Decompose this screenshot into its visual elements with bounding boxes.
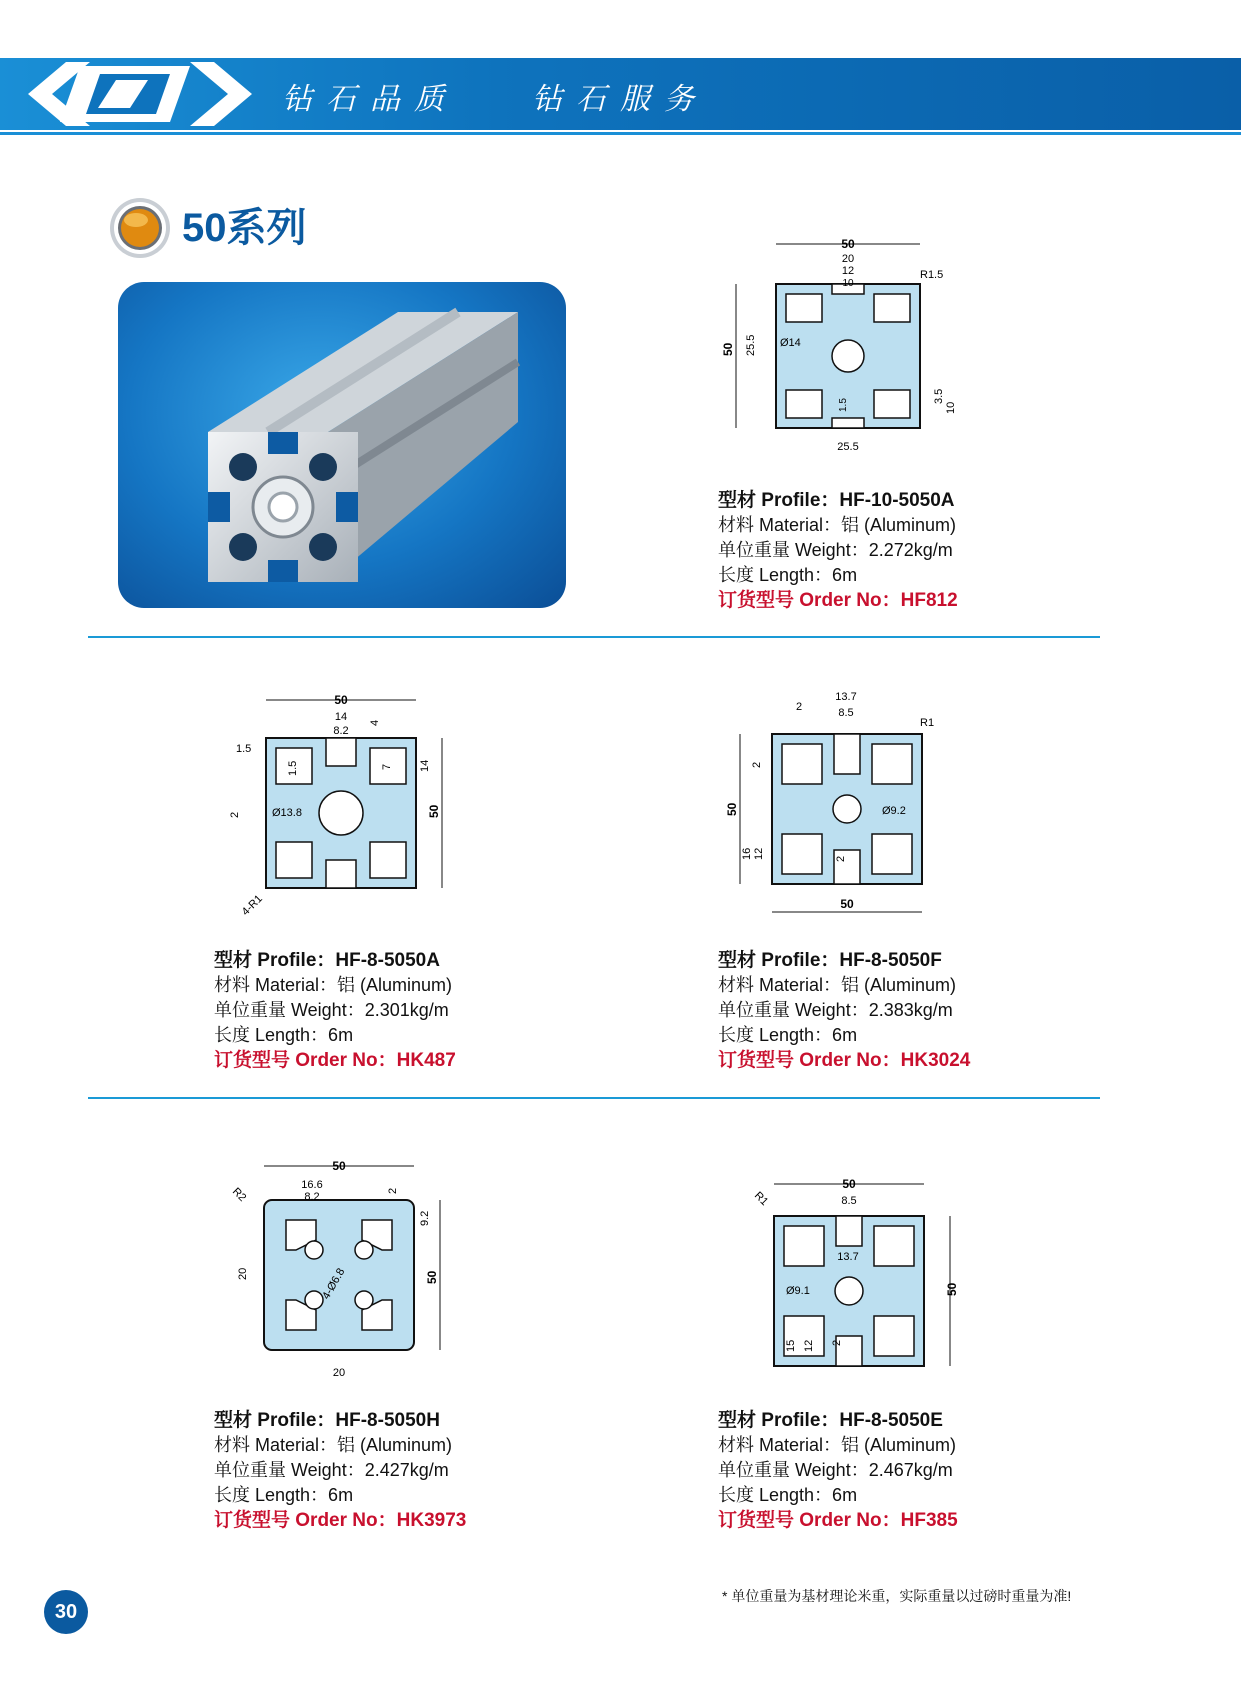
dim-label: 4 xyxy=(369,719,381,726)
dim-label: 3.5 xyxy=(933,388,945,404)
dim-label: 50 xyxy=(840,897,854,911)
section-divider xyxy=(88,636,1100,638)
dim-label: 10 xyxy=(842,278,854,289)
profile-name: 型材 Profile：HF-10-5050A xyxy=(718,490,955,511)
weight-info: 单位重量 Weight：2.272kg/m xyxy=(718,540,953,560)
dim-label: 50 xyxy=(721,342,735,356)
material-info: 材料 Material：铝 (Aluminum) xyxy=(214,975,453,995)
dim-label: R1.5 xyxy=(920,269,944,281)
profile-name: 型材 Profile：HF-8-5050E xyxy=(718,1410,943,1431)
series-title: 50系列 xyxy=(182,206,307,250)
drawing-hf-8-5050e xyxy=(740,1176,980,1386)
dim-label: Ø9.1 xyxy=(786,1285,810,1297)
dim-label: 4-Ø6.8 xyxy=(320,1266,348,1302)
length-info: 长度 Length：6m xyxy=(718,1025,858,1045)
dim-label: 20 xyxy=(237,1267,249,1280)
order-number: 订货型号 Order No：HF812 xyxy=(718,590,958,611)
company-logo xyxy=(20,58,260,130)
material-info: 材料 Material：铝 (Aluminum) xyxy=(718,515,957,535)
dim-label: 13.7 xyxy=(835,691,857,703)
profile-name: 型材 Profile：HF-8-5050H xyxy=(214,1410,440,1431)
order-number: 订货型号 Order No：HK487 xyxy=(214,1050,456,1071)
dim-label: R1 xyxy=(920,717,935,729)
dim-label: 50 xyxy=(425,1270,439,1284)
slogan-service: 钻石服务 xyxy=(532,82,708,117)
dim-label: 2 xyxy=(229,811,241,818)
dim-label: Ø9.2 xyxy=(882,805,906,817)
dim-label: 14 xyxy=(334,711,348,723)
header-line xyxy=(0,132,1241,135)
dim-label: 10 xyxy=(945,401,957,414)
dim-label: 13.7 xyxy=(837,1251,859,1263)
dim-label: 12 xyxy=(803,1339,815,1352)
order-number: 订货型号 Order No：HK3024 xyxy=(718,1050,971,1071)
drawing-hf-10-5050a xyxy=(720,236,960,456)
material-info: 材料 Material：铝 (Aluminum) xyxy=(214,1435,453,1455)
dim-label: 25.5 xyxy=(837,441,859,453)
dim-label: 2 xyxy=(835,855,847,862)
drawing-hf-8-5050f xyxy=(720,690,960,920)
dim-label: 12 xyxy=(753,847,765,860)
section-divider xyxy=(88,1097,1100,1099)
dim-label: 50 xyxy=(332,1159,346,1173)
material-info: 材料 Material：铝 (Aluminum) xyxy=(718,1435,957,1455)
weight-footnote: * 单位重量为基材理论米重，实际重量以过磅时重量为准! xyxy=(722,1588,1072,1604)
length-info: 长度 Length：6m xyxy=(718,1485,858,1505)
dim-label: 20 xyxy=(332,1367,346,1379)
spec-hf-8-5050f xyxy=(718,948,970,1073)
dim-label: 7 xyxy=(381,763,393,770)
length-info: 长度 Length：6m xyxy=(214,1485,354,1505)
dim-label: 1.5 xyxy=(838,398,849,412)
dim-label: 20 xyxy=(841,253,855,265)
dim-label: 25.5 xyxy=(745,334,757,356)
dim-label: 14 xyxy=(419,759,431,772)
weight-info: 单位重量 Weight：2.301kg/m xyxy=(214,1000,449,1020)
spec-hf-8-5050a xyxy=(214,948,456,1073)
dim-label: 2 xyxy=(751,761,763,768)
profile-name: 型材 Profile：HF-8-5050F xyxy=(718,950,942,971)
weight-info: 单位重量 Weight：2.427kg/m xyxy=(214,1460,449,1480)
dim-label: 2 xyxy=(831,1339,843,1346)
dim-label: 15 xyxy=(785,1339,797,1352)
order-number: 订货型号 Order No：HK3973 xyxy=(214,1510,467,1531)
dim-label: 50 xyxy=(334,693,348,707)
spec-hf-8-5050e xyxy=(718,1408,958,1533)
dim-label: 8.2 xyxy=(333,725,349,737)
spec-hf-10-5050a xyxy=(718,488,958,613)
orange-ball-icon xyxy=(108,196,172,260)
dim-label: 8.2 xyxy=(304,1191,320,1203)
dim-label: 8.5 xyxy=(838,707,854,719)
dim-label: Ø14 xyxy=(780,337,801,349)
slogan-quality: 钻石品质 xyxy=(282,82,458,117)
dim-label: 50 xyxy=(427,804,441,818)
spec-hf-8-5050h xyxy=(214,1408,466,1533)
dim-label: R1 xyxy=(751,1189,771,1209)
page-number: 30 xyxy=(44,1590,88,1634)
order-number: 订货型号 Order No：HF385 xyxy=(718,1510,958,1531)
drawing-hf-8-5050h xyxy=(226,1150,466,1380)
dim-label: 1.5 xyxy=(287,760,299,776)
product-photo xyxy=(118,282,566,608)
dim-label: R2 xyxy=(229,1185,249,1205)
dim-label: 50 xyxy=(842,1177,856,1191)
dim-label: 50 xyxy=(841,237,855,251)
profile-name: 型材 Profile：HF-8-5050A xyxy=(214,950,440,971)
dim-label: Ø13.8 xyxy=(272,807,302,819)
weight-info: 单位重量 Weight：2.383kg/m xyxy=(718,1000,953,1020)
length-info: 长度 Length：6m xyxy=(214,1025,354,1045)
dim-label: 9.2 xyxy=(419,1210,431,1226)
dim-label: 12 xyxy=(841,265,855,277)
dim-label: 50 xyxy=(945,1282,959,1296)
material-info: 材料 Material：铝 (Aluminum) xyxy=(718,975,957,995)
dim-label: 8.5 xyxy=(841,1195,857,1207)
drawing-hf-8-5050a xyxy=(226,690,466,920)
dim-label: 4-R1 xyxy=(239,892,265,919)
weight-info: 单位重量 Weight：2.467kg/m xyxy=(718,1460,953,1480)
length-info: 长度 Length：6m xyxy=(718,565,858,585)
dim-label: 2 xyxy=(387,1187,399,1194)
dim-label: 16.6 xyxy=(301,1179,323,1191)
dim-label: 16 xyxy=(741,847,753,860)
dim-label: 2 xyxy=(796,701,803,713)
dim-label: 50 xyxy=(725,802,739,816)
dim-label: 1.5 xyxy=(236,743,252,755)
